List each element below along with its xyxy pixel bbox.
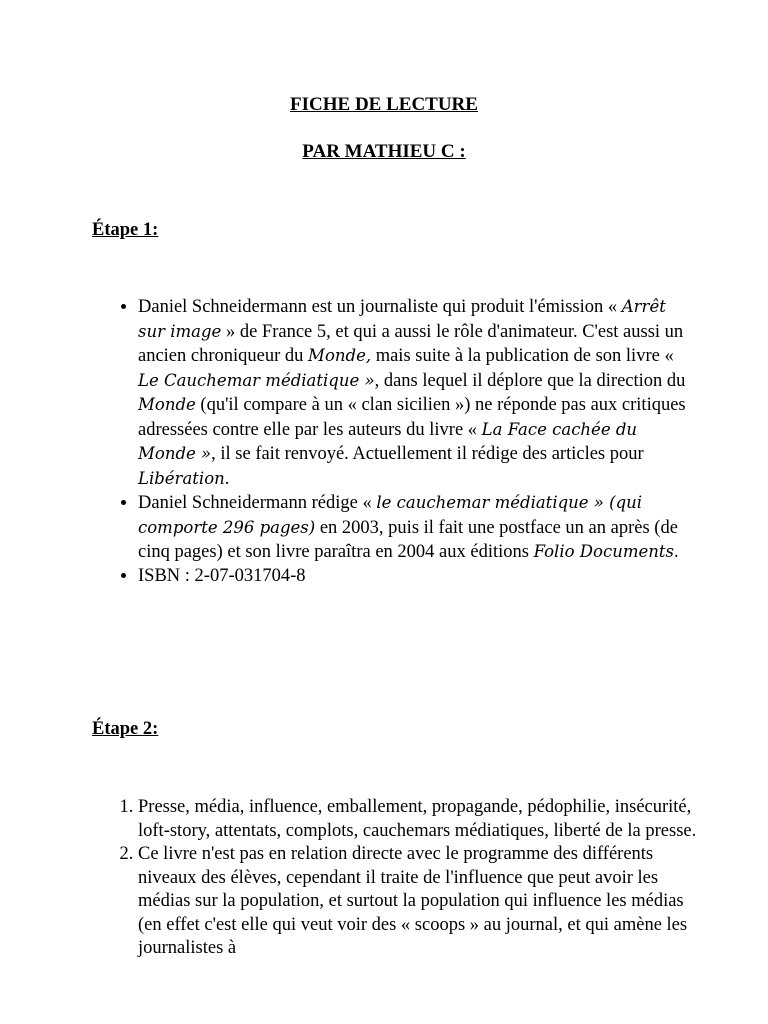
text-run: , il se fait renvoyé. Actuellement il rédige des articles pour [211,444,644,464]
list-item [138,491,698,565]
italic-title: Monde [138,395,196,414]
italic-title: Folio Documents [533,542,674,561]
italic-title: Le Cauchemar médiatique » [138,370,375,390]
italic-title: La Face cachée du Monde » [138,419,638,463]
list-item: 1. Presse, média, influence, emballement, propagande, pédophilie, insécurité, loft-story, attentats, complots, cauchemars médiatiques, liberté de la presse. [138,796,698,843]
text-run: , dans lequel il déplore que la direction du [374,370,686,391]
italic-title: Libération [138,468,225,488]
text-run: . [673,542,679,562]
document-author: PAR MATHIEU C : [302,141,466,162]
etape-1-list [92,295,698,588]
text-run: mais suite à la publication de son livre « [371,346,674,366]
italic-title: le cauchemar médiatique » (qui comporte 296 pages) [138,493,643,537]
list-item: • ISBN : 2-07-031704-8 [138,565,698,589]
list-item [138,295,698,491]
section-heading-etape-1: Étape 1: [92,220,159,240]
text-run: » de France 5, et qui a aussi le rôle d'animateur. C'est aussi un ancien chroniqueur du [138,321,684,366]
text-run: Daniel Schneidermann est un journaliste qui produit l'émission « [138,297,622,317]
etape-2-list [92,796,698,961]
text-run: (qu'il compare à un « clan sicilien ») ne réponde pas aux critiques adressées contre elle par les auteurs du livre « [138,395,686,440]
text-run: en 2003, puis il fait une postface un an après (de cinq pages) et son livre paraîtra en 2004 aux éditions [138,517,678,562]
text-run: . [224,468,230,489]
document-title: FICHE DE LECTURE [290,94,478,115]
italic-title: Arrêt sur image [138,297,666,341]
italic-title: Monde, [308,346,372,365]
text-run: Daniel Schneidermann rédige « [138,493,377,513]
list-item: 2. Ce livre n'est pas en relation directe avec le programme des différents niveaux des élèves, cependant il traite de l'influence que peut avoir les médias sur la population, et surtout la population qui influence les médias (en effet c'est elle qui veut voir des « scoops » au journal, et qui amène les journalistes à [138,843,698,961]
section-heading-etape-2: Étape 2: [92,719,159,739]
